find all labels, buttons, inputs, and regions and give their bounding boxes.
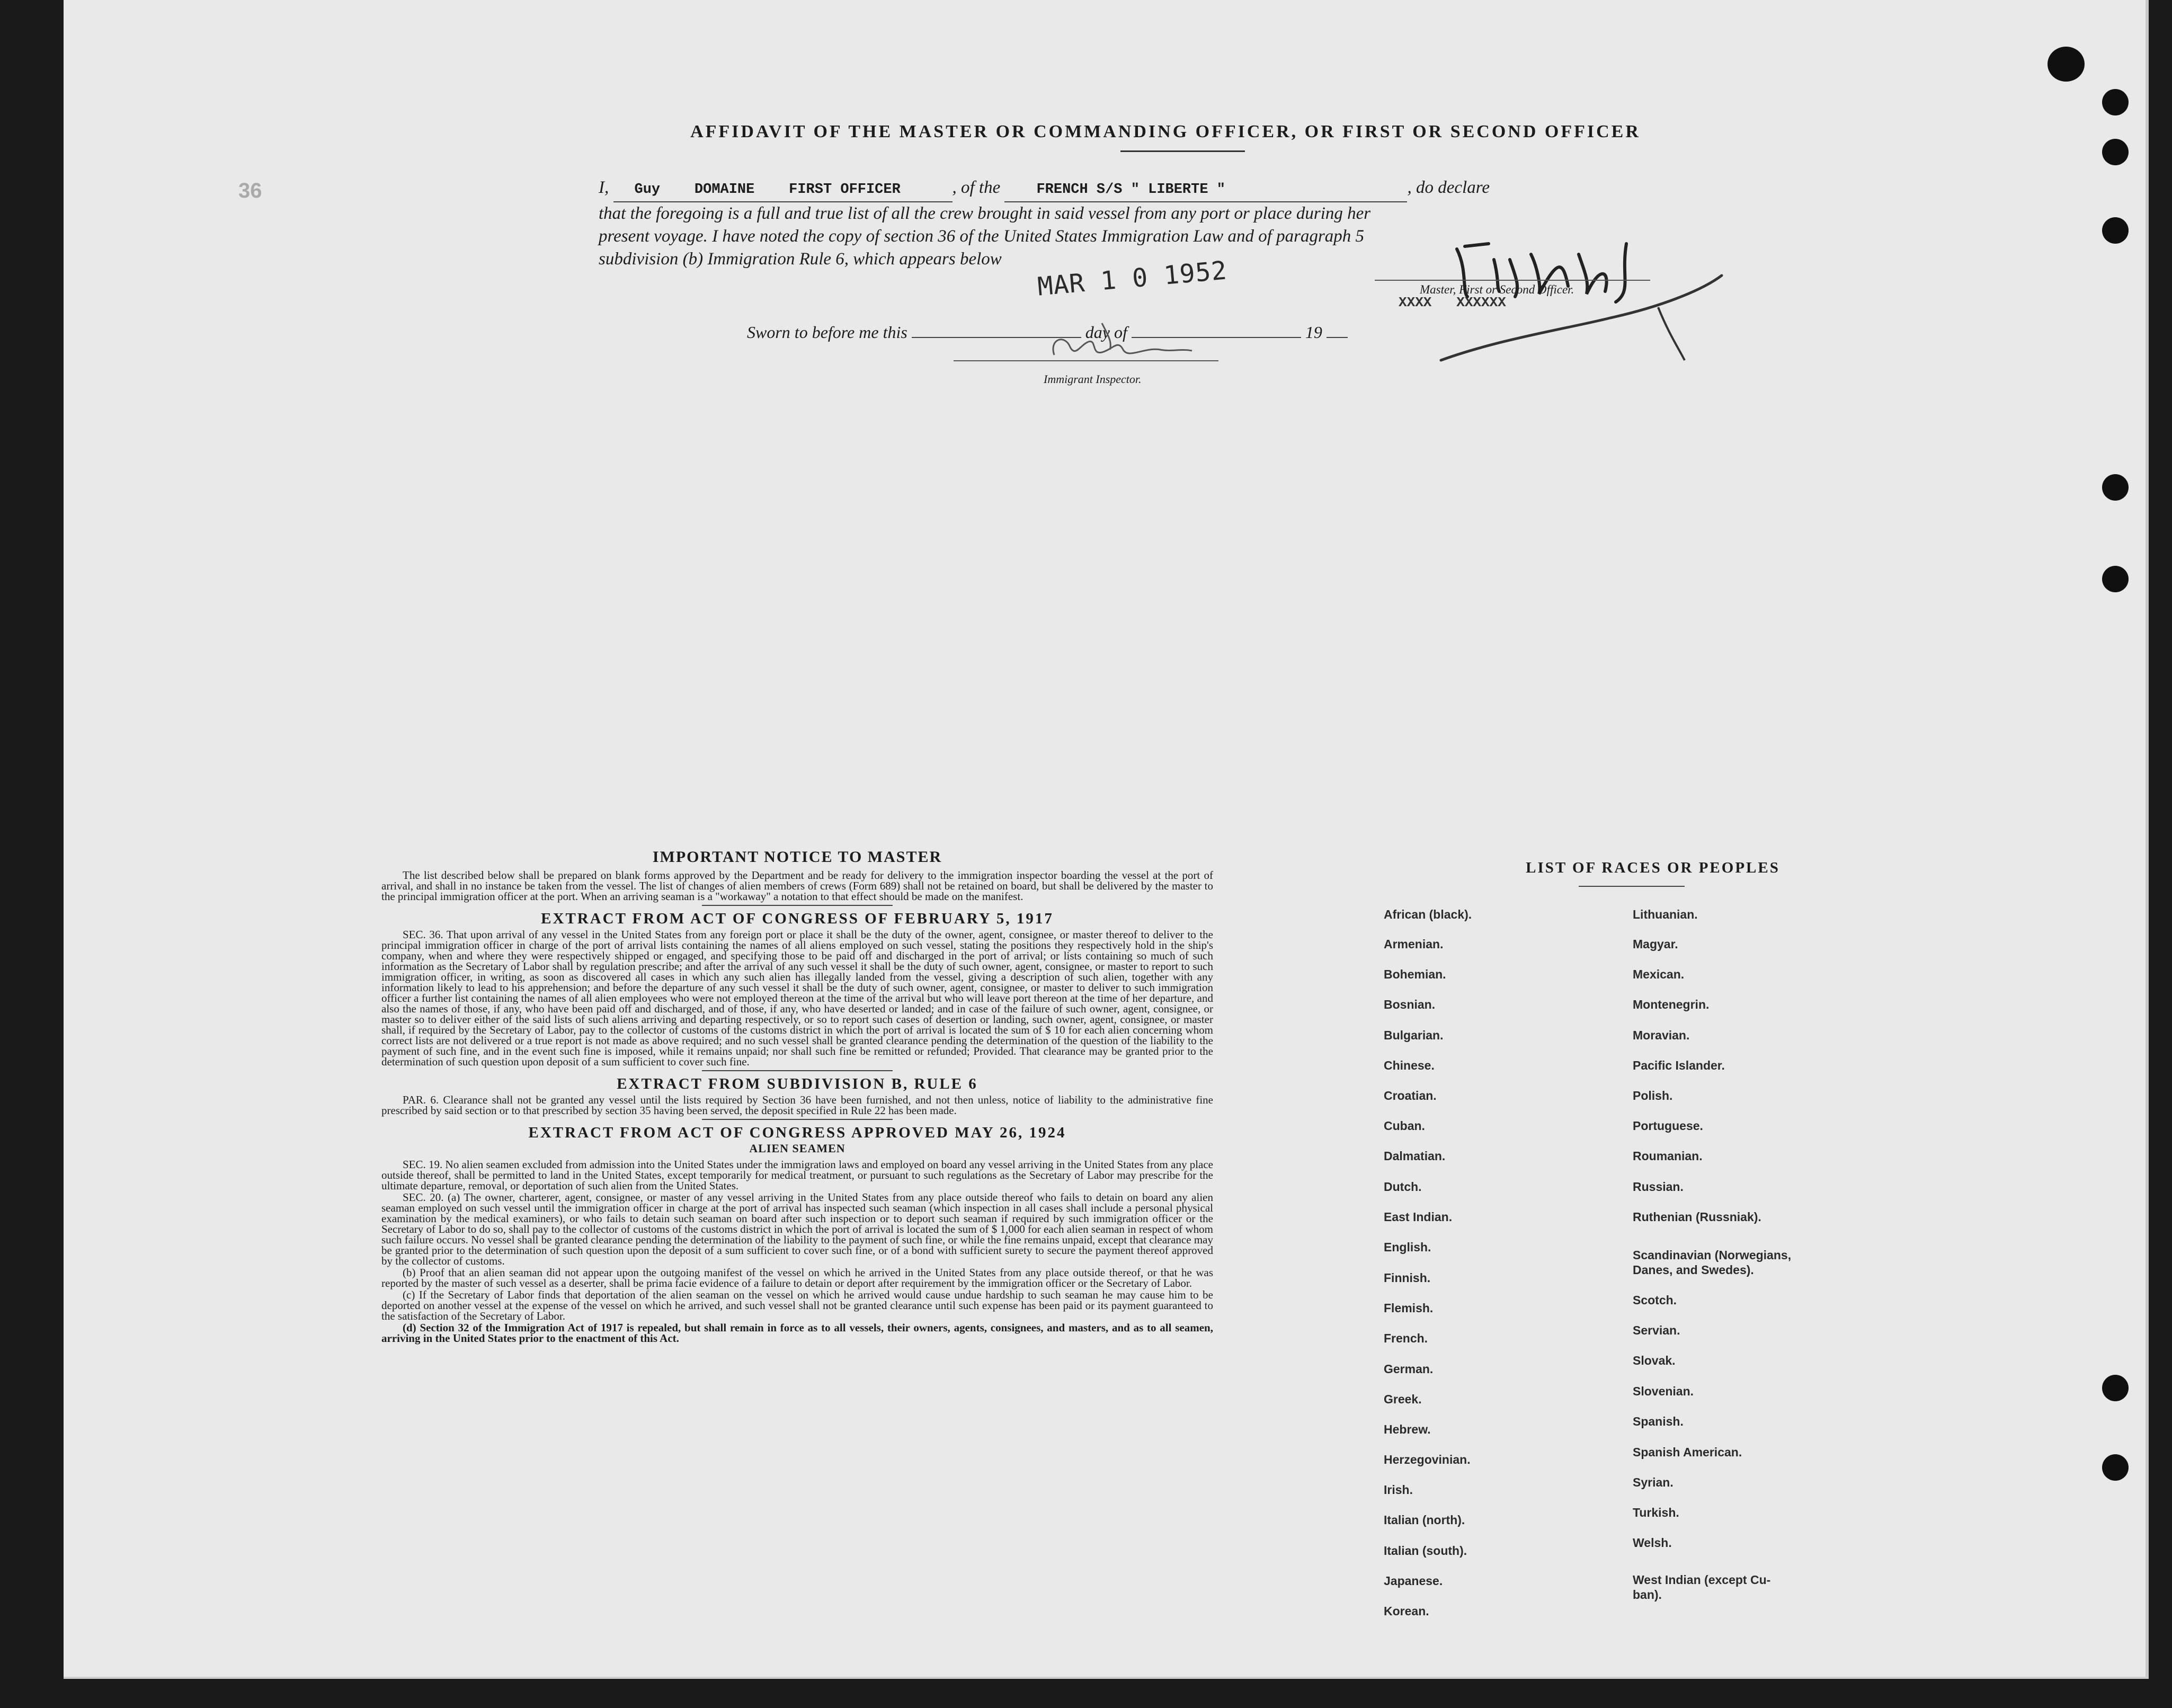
race-item: Greek. [1384,1392,1422,1406]
master-signature-line [1375,280,1650,281]
race-item: Polish. [1633,1089,1673,1102]
race-item: Hebrew. [1384,1422,1431,1436]
race-item: Dalmatian. [1384,1149,1446,1163]
race-item: Bosnian. [1384,998,1436,1011]
act-1917-title: EXTRACT FROM ACT OF CONGRESS OF FEBRUARY 5, 1917 [541,910,1054,927]
races-title-rule [1579,886,1685,887]
date-stamp: MAR 1 0 1952 [1036,255,1229,302]
race-item: Turkish. [1633,1506,1679,1519]
race-item: Scandinavian (Norwegians, [1633,1248,1792,1262]
race-item: Italian (south). [1384,1544,1467,1558]
race-item: Servian. [1633,1323,1680,1337]
races-title: LIST OF RACES OR PEOPLES [1526,859,1780,876]
declarant-name: Guy DOMAINE FIRST OFFICER [634,182,901,198]
race-item: Bulgarian. [1384,1028,1444,1042]
race-item: Ruthenian (Russniak). [1633,1210,1761,1224]
sworn-year: 19 [1305,323,1322,342]
title-rule [1120,150,1245,152]
race-item: Danes, and Swedes). [1633,1263,1754,1277]
race-item: Mexican. [1633,967,1685,981]
declaration-i: I, [599,178,609,197]
race-item: Dutch. [1384,1180,1422,1194]
declaration-line-2: that the foregoing is a full and true list of all the crew brought in said vessel from any port or place during her [599,204,1371,223]
race-item: Chinese. [1384,1058,1435,1072]
declaration-of-the: , of the [952,178,1001,197]
race-item: ban). [1633,1588,1662,1602]
race-item: Moravian. [1633,1028,1690,1042]
vessel-field [1004,176,1407,202]
race-item: Roumanian. [1633,1149,1703,1163]
master-struck-text: XXXX XXXXXX [1399,295,1506,310]
binder-hole [2102,474,2129,501]
race-item: Herzegovinian. [1384,1453,1471,1466]
binder-hole [2048,47,2085,82]
binder-hole [2102,139,2129,165]
race-item: Spanish. [1633,1415,1684,1428]
bleed-through-mark: 36 [238,179,262,202]
binder-hole [2102,217,2129,244]
race-item: Portuguese. [1633,1119,1703,1133]
race-item: Slovenian. [1633,1384,1694,1398]
section-20c-text: (c) If the Secretary of Labor finds that deportation of the alien seaman on the vessel on which he arrived would cause undue hardship to such seaman he may cause him to be deported on another vessel at the expense of the vessel on which he arrived, and such vessel shall not be granted clearance until such expense has been paid or its payment guaranteed to the satisfaction of the Secretary of Labor. [381,1288,1213,1322]
race-item: English. [1384,1240,1431,1254]
binder-hole [2102,566,2129,592]
race-item: German. [1384,1362,1434,1376]
notice-to-master [381,848,1213,1345]
section-20b-text: (b) Proof that an alien seaman did not appear upon the outgoing manifest of the vessel on which he arrived in the United States from any place outside thereof, or that he was reported by the master of such vessel as a deserter, shall be prima facie evidence of a failure to detain or deport after requirement by the immigration officer or the Secretary of Labor. [381,1266,1213,1289]
race-item: Cuban. [1384,1119,1425,1133]
race-item: Italian (north). [1384,1513,1465,1527]
manifest-page [64,0,2149,1679]
section-divider [702,1119,893,1120]
affidavit-title: AFFIDAVIT OF THE MASTER OR COMMANDING OFFICER, OR FIRST OR SECOND OFFICER [690,122,1641,141]
race-item: Japanese. [1384,1574,1443,1588]
race-item: African (black). [1384,908,1472,921]
declaration-line-1 [599,176,1637,202]
declaration-line-4: subdivision (b) Immigration Rule 6, which appears below [599,250,1002,269]
race-item: Irish. [1384,1483,1413,1497]
notice-title: IMPORTANT NOTICE TO MASTER [652,848,942,866]
race-item: Russian. [1633,1180,1684,1194]
race-item: French. [1384,1331,1428,1345]
race-item: Spanish American. [1633,1445,1742,1459]
section-36-text: SEC. 36. That upon arrival of any vessel in the United States from any foreign port or place it shall be the duty of the owner, agent, consignee, or master thereof to deliver to the principal immigration officer in charge of the port of arrival lists containing the names of all aliens employed on such vessel, stating the positions they respectively hold in the ship's company, when and where they were respectively shipped or engaged, and specifying those to be paid off and discharged in the port of arrival; or lists containing so much of such information as the Secretary of Labor shall by regulation prescribe; and after the arrival of any such vessel it shall be the duty of such owner, agent, consignee, or master to report to such immigration officer, in writing, as soon as discovered all cases in which any such alien has illegally landed from the vessel, giving a description of such alien, together with any information likely to lead to his apprehension; and before the departure of any such vessel it shall be the duty of such owner, agent, consignee, or master to deliver to such immigration officer a further list containing the names of all alien employees who were not employed thereon at the time of the arrival but who will leave port thereon at the time of her departure, and also the names of those, if any, who have been paid off and discharged, and of those, if any, who have deserted or landed; and in case of the failure of such owner, agent, consignee, or master so to deliver either of the said lists of such aliens arriving and departing respectively, or so to report such cases of desertion or landing, such owner, agent, consignee, or master shall, if required by the Secretary of Labor, pay to the collector of customs of the customs district in which the port of arrival is located the sum of $ 10 for each alien concerning whom correct lists are not delivered or a true report is not made as above required; and no such vessel shall be granted clearance pending the determination of the question of the liability to the payment of such fine, and in the event such fine is imposed, while it remains unpaid; nor shall such fine be remitted or refunded; Provided. That clearance may be granted prior to the determination of such question upon deposit of a sum sufficient to cover such fine. [381,928,1213,1068]
race-item: Korean. [1384,1604,1429,1618]
race-item: Finnish. [1384,1271,1431,1285]
section-divider [702,905,893,906]
sworn-day-of: day of [1085,323,1127,342]
race-item: Bohemian. [1384,967,1446,981]
binder-hole [2102,1454,2129,1481]
section-20d-text: (d) Section 32 of the Immigration Act of 1917 is repealed, but shall remain in force as to all vessels, their owners, agents, consignees, and masters, and as to all seamen, arriving in the United States prior to the enactment of this Act. [381,1321,1213,1345]
race-item: Flemish. [1384,1301,1434,1315]
race-item: West Indian (except Cu- [1633,1573,1771,1587]
section-19-text: SEC. 19. No alien seamen excluded from admission into the United States under the immigration laws and employed on board any vessel arriving in the United States from any place outside thereof, shall be permitted to land in the United States, except temporarily for medical treatment, or pursuant to such regulations as the Secretary of Labor may prescribe for the ultimate departure, removal, or deportation of such alien from the United States. [381,1158,1213,1192]
race-item: Syrian. [1633,1475,1673,1489]
inspector-signature-line [954,360,1218,361]
notice-intro: The list described below shall be prepared on blank forms approved by the Department and be ready for delivery to the immigration inspector boarding the vessel at the port of arrival, and shall in no instance be taken from the vessel. The list of changes of alien members of crews (Form 689) shall not be retained on board, but shall be delivered by the master to the principal immigration officer at the port. When an arriving seaman is a "workaway" a notation to that effect should be made on the manifest. [381,869,1213,903]
paragraph-6-text: PAR. 6. Clearance shall not be granted any vessel until the lists required by Section 36 have been furnished, and not then unless, notice of liability to the administrative fine prescribed by said section or to that prescribed by section 35 having been served, the deposit specified in Rule 22 has been made. [381,1093,1213,1117]
section-divider [702,1070,893,1071]
sworn-text: Sworn to before me this [747,323,907,342]
inspector-caption: Immigrant Inspector. [1044,372,1142,386]
master-caption: Master, First or Second Officer. [1420,283,1574,296]
declarant-field [613,176,953,202]
race-item: Welsh. [1633,1536,1672,1550]
race-item: Armenian. [1384,937,1444,951]
race-item: Magyar. [1633,937,1678,951]
race-item: Scotch. [1633,1293,1677,1307]
inspector-signature [1038,318,1229,366]
binder-hole [2102,1375,2129,1401]
master-signature [1436,228,1732,397]
sworn-year-blank [1327,321,1348,338]
race-item: Slovak. [1633,1354,1676,1367]
race-item: Lithuanian. [1633,908,1698,921]
vessel-name: FRENCH S/S " LIBERTE " [1036,182,1225,198]
race-item: Montenegrin. [1633,998,1710,1011]
declaration-do-declare: , do declare [1407,178,1490,197]
act-1924-title: EXTRACT FROM ACT OF CONGRESS APPROVED MAY 26, 1924 [528,1124,1066,1141]
rule-6-title: EXTRACT FROM SUBDIVISION B, RULE 6 [617,1075,978,1092]
declaration-line-3: present voyage. I have noted the copy of section 36 of the United States Immigration Law and of paragraph 5 [599,227,1365,246]
race-item: Croatian. [1384,1089,1437,1102]
binder-hole [2102,89,2129,115]
section-20a-text: SEC. 20. (a) The owner, charterer, agent, consignee, or master of any vessel arriving in the United States from any place outside thereof who fails to detain on board any alien seaman employed on such vessel until the immigration officer in charge at the port of arrival has inspected such seaman (which inspection in all cases shall include a personal physical examination by the medical examiners), or who fails to detain such seaman on board after such inspection or to deport such seaman if required by such immigration officer or the Secretary of Labor to do so, shall pay to the collector of customs of the customs district in which the port of arrival is located the sum of $ 1,000 for each alien seaman in respect of whom such failure occurs. No vessel shall be granted clearance pending the determination of the liability to the payment of such fine, or while the fine remains unpaid, except that clearance may be granted prior to the determination of such question upon the deposit of a sum sufficient to cover such fine, or of a bond with sufficient surety to secure the payment thereof approved by the collector of customs. [381,1191,1213,1267]
race-item: Pacific Islander. [1633,1058,1725,1072]
alien-seamen-heading: ALIEN SEAMEN [749,1142,845,1155]
race-item: East Indian. [1384,1210,1453,1224]
